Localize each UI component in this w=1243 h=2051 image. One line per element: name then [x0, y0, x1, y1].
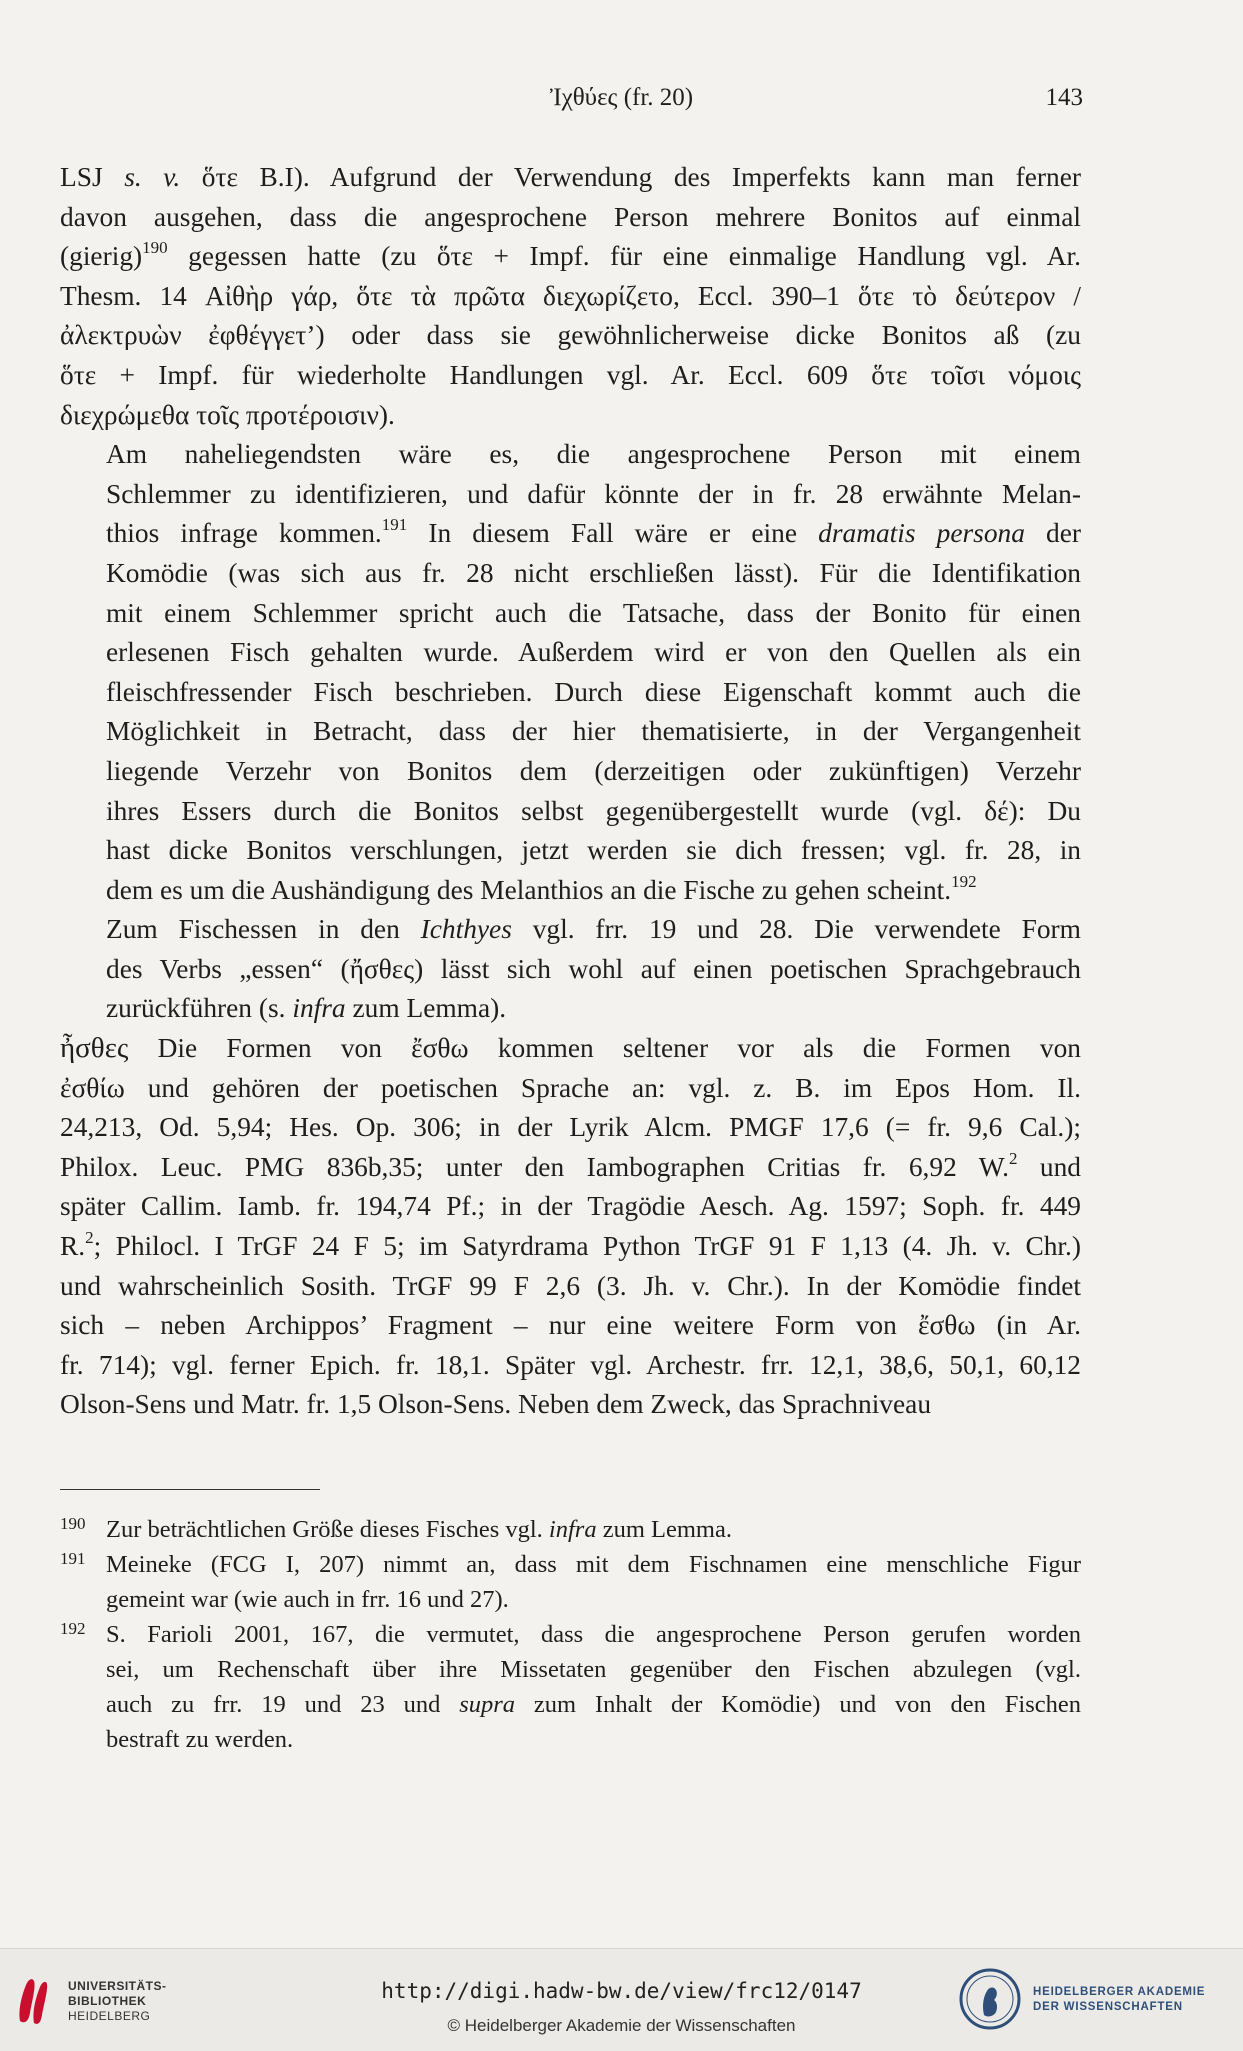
text-line: thios infrage kommen.$^{191}$ In diesem Fall wäre er eine dramatis persona der — [106, 515, 1082, 549]
paragraph — [60, 158, 1081, 435]
paragraph — [60, 435, 1081, 910]
text-line: liegende Verzehr von Bonitos dem (derzeitigen oder zukünftigen) Verzehr — [106, 755, 1081, 786]
university-library-name: UNIVERSITÄTS- BIBLIOTHEK HEIDELBERG — [68, 1979, 167, 2023]
text-line: sich – neben Archippos’ Fragment – nur eine weitere Form von ἔσθω (in Ar. — [60, 1310, 1081, 1341]
lemma-paragraph — [60, 1029, 1081, 1425]
running-head — [0, 84, 1243, 116]
text-line: 24,213, Od. 5,94; Hes. Op. 306; in der Lyrik Alcm. PMGF 17,6 (= fr. 9,6 Cal.); — [60, 1112, 1081, 1143]
text-line: ἦσθες Die Formen von ἔσθω kommen seltener vor als die Formen von — [60, 1032, 1081, 1065]
footnote-reference: 190 — [142, 238, 168, 258]
text-line: Philox. Leuc. PMG 836b,35; unter den Iambographen Critias fr. 6,92 W.$^2$ und — [60, 1148, 1081, 1182]
text-line: erlesenen Fisch gehalten wurde. Außerdem wird er von den Quellen als ein — [106, 637, 1081, 668]
text-line: ἀλεκτρυὼν ἐφθέγγετ’) oder dass sie gewöhnlicherweise dicke Bonitos aß (zu — [60, 320, 1081, 351]
text-line: des Verbs „essen“ (ἤσθες) lässt sich wohl auf einen poetischen Sprachgebrauch — [106, 953, 1081, 984]
permalink-url[interactable]: http://digi.hadw-bw.de/view/frc12/0147 — [381, 1979, 862, 2003]
text-line: Thesm. 14 Αἰθὴρ γάρ, ὅτε τὰ πρῶτα διεχωρίζετο, Eccl. 390–1 ὅτε τὸ δεύτερον / — [60, 280, 1081, 311]
text-line: (gierig)$^{190}$ gegessen hatte (zu ὅτε + Impf. für eine einmalige Handlung vgl. Ar. — [60, 238, 1081, 272]
text-line: zurückführen (s. infra zum Lemma). — [106, 993, 507, 1024]
text-line: Olson-Sens und Matr. fr. 1,5 Olson-Sens. Neben dem Zweck, das Sprachniveau — [60, 1389, 932, 1420]
academy-seal-icon — [958, 1967, 1022, 2031]
text-line: LSJ s. v. ὅτε B.I). Aufgrund der Verwendung des Imperfekts kann man ferner — [60, 162, 1081, 192]
running-title: Ἰχθύες (fr. 20) — [549, 84, 694, 111]
text-line: Schlemmer zu identifizieren, und dafür könnte der in fr. 28 erwähnte Melan- — [106, 478, 1081, 509]
page-number: 143 — [1045, 84, 1083, 111]
text-line: auch zu frr. 19 und 23 und supra zum Inhalt der Komödie) und von den Fischen — [106, 1691, 1082, 1718]
text-line: fr. 714); vgl. ferner Epich. fr. 18,1. Später vgl. Archestr. frr. 12,1, 38,6, 50,1, 60,12 — [60, 1349, 1081, 1380]
academy-name: HEIDELBERGER AKADEMIE DER WISSENSCHAFTEN — [1033, 1986, 1206, 2013]
paragraph — [60, 910, 1081, 1029]
text-line: fleischfressender Fisch beschrieben. Durch diese Eigenschaft kommt auch die — [106, 676, 1081, 707]
footnote — [60, 1512, 1081, 1547]
text-line: dem es um die Aushändigung des Melanthios an die Fische zu gehen scheint.$^{192}$ — [106, 871, 977, 905]
footnote — [60, 1617, 1081, 1757]
text-line: und wahrscheinlich Sosith. TrGF 99 F 2,6 (3. Jh. v. Chr.). In der Komödie findet — [60, 1270, 1081, 1301]
footnote-reference: 2 — [1008, 1148, 1018, 1168]
main-text — [60, 158, 1081, 1425]
footnote-rule — [60, 1489, 320, 1490]
text-line: ὅτε + Impf. für wiederholte Handlungen vgl. Ar. Eccl. 609 ὅτε τοῖσι νόμοις — [60, 359, 1081, 390]
text-line: bestraft zu werden. — [106, 1726, 294, 1753]
text-line: ἐσθίω und gehören der poetischen Sprache an: vgl. z. B. im Epos Hom. Il. — [60, 1072, 1081, 1103]
text-line: gemeint war (wie auch in frr. 16 und 27). — [106, 1586, 509, 1613]
text-line: Meineke (FCG I, 207) nimmt an, dass mit dem Fischnamen eine menschliche Figur — [106, 1551, 1081, 1578]
text-line: Am naheliegendsten wäre es, die angesprochene Person mit einem — [106, 439, 1081, 470]
text-line: Zur beträchtlichen Größe dieses Fisches vgl. infra zum Lemma. — [106, 1516, 732, 1543]
text-line: davon ausgehen, dass die angesprochene Person mehrere Bonitos auf einmal — [60, 201, 1081, 232]
text-line: mit einem Schlemmer spricht auch die Tatsache, dass der Bonito für einen — [106, 597, 1081, 628]
footnotes — [60, 1512, 1081, 1757]
text-line: S. Farioli 2001, 167, die vermutet, dass die angesprochene Person gerufen worden — [106, 1621, 1081, 1648]
footnote-reference: 191 — [381, 515, 408, 535]
footnote-reference: 2 — [85, 1228, 94, 1248]
copyright-notice: © Heidelberger Akademie der Wissenschaften — [447, 2016, 796, 2035]
text-line: R.$^2$; Philocl. I TrGF 24 F 5; im Satyrdrama Python TrGF 91 F 1,13 (4. Jh. v. Chr.) — [60, 1228, 1081, 1262]
footnote-number: 191 — [60, 1549, 86, 1568]
text-line: hast dicke Bonitos verschlungen, jetzt werden sie dich fressen; vgl. fr. 28, in — [106, 835, 1081, 866]
text-line: später Callim. Iamb. fr. 194,74 Pf.; in der Tragödie Aesch. Ag. 1597; Soph. fr. 449 — [60, 1191, 1081, 1222]
footnote — [60, 1547, 1081, 1617]
text-line: Möglichkeit in Betracht, dass der hier thematisierte, in der Vergangenheit — [106, 716, 1081, 747]
footnote-number: 190 — [60, 1514, 86, 1533]
viewer-footer — [0, 1948, 1243, 2051]
text-line: ihres Essers durch die Bonitos selbst gegenübergestellt wurde (vgl. δέ): Du — [106, 795, 1081, 826]
text-line: sei, um Rechenschaft über ihre Missetaten gegenüber den Fischen abzulegen (vgl. — [106, 1656, 1081, 1683]
text-line: Komödie (was sich aus fr. 28 nicht erschließen lässt). Für die Identifikation — [106, 557, 1081, 588]
lemma: ἦσθες — [60, 1032, 129, 1065]
text-line: διεχρώμεθα τοῖς προτέροισιν). — [60, 399, 395, 430]
text-line: Zum Fischessen in den Ichthyes vgl. frr. 19 und 28. Die verwendete Form — [106, 914, 1081, 945]
footnote-number: 192 — [60, 1619, 86, 1638]
footnote-reference: 192 — [951, 871, 977, 891]
